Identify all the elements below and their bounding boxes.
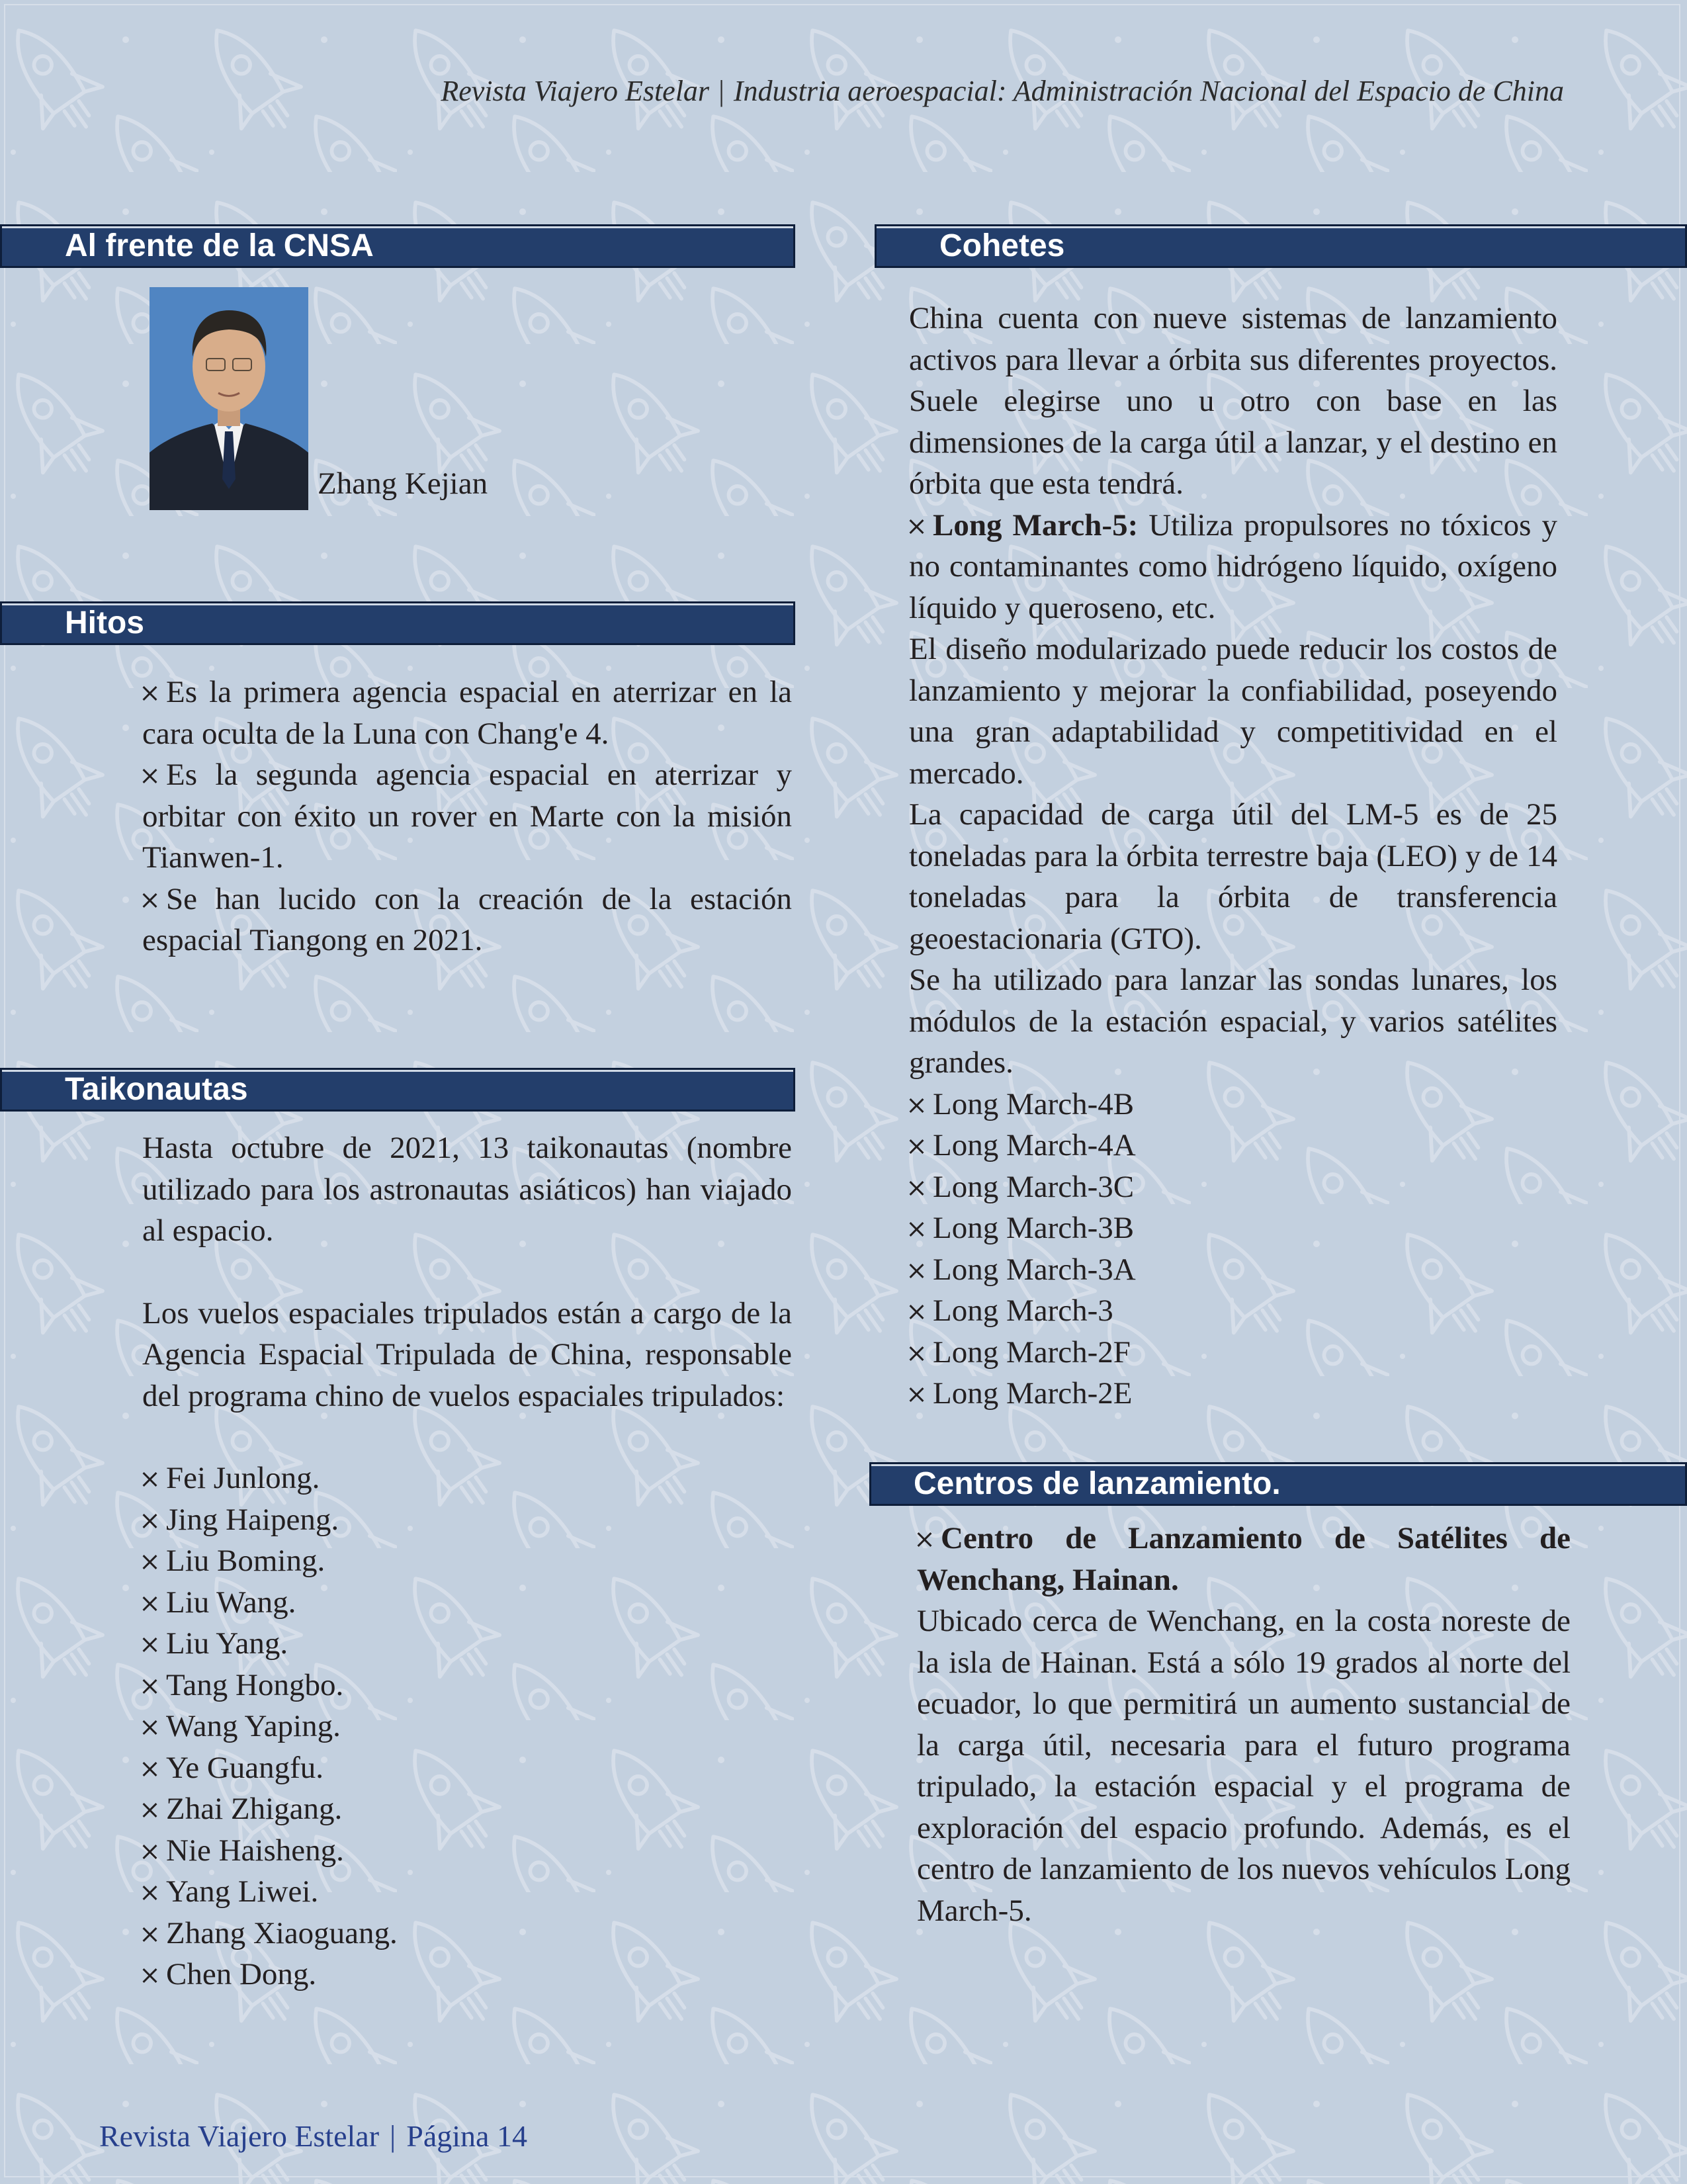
long-march-5-paragraph: El diseño modularizado puede reducir los costos de lanzamiento y mejorar la confiabilidad, poseyendo una gran adaptabilidad y competitividad en el mercado. xyxy=(909,632,1557,791)
list-item: Liu Wang. xyxy=(142,1582,792,1624)
section-heading-leader: Al frente de la CNSA xyxy=(0,224,795,268)
list-item: Long March-3 xyxy=(909,1290,1557,1332)
x-bullet-icon xyxy=(909,1346,924,1361)
list-item: Nie Haisheng. xyxy=(142,1830,792,1872)
taikonauts-text xyxy=(142,1127,792,1995)
x-bullet-icon xyxy=(909,1139,924,1154)
page-number: Página 14 xyxy=(406,2119,527,2153)
launch-centers-text xyxy=(917,1518,1571,1931)
launch-center-item: Centro de Lanzamiento de Satélites de Wenchang, Hainan. xyxy=(917,1521,1571,1597)
x-bullet-icon xyxy=(142,1845,157,1859)
footer-magazine-name: Revista Viajero Estelar xyxy=(99,2119,380,2153)
section-heading-taikonauts: Taikonautas xyxy=(0,1068,795,1112)
x-bullet-icon xyxy=(142,1596,157,1611)
x-bullet-icon xyxy=(909,1387,924,1402)
x-bullet-icon xyxy=(142,769,157,783)
taikonauts-paragraph: Hasta octubre de 2021, 13 taikonautas (nombre utilizado para los astronautas asiáticos) han viajado al espacio. xyxy=(142,1131,792,1248)
header-section-title: Industria aeroespacial: Administración Nacional del Espacio de China xyxy=(733,75,1564,107)
section-heading-launch-centers: Centros de lanzamiento. xyxy=(869,1462,1687,1506)
long-march-5-paragraph: Se ha utilizado para lanzar las sondas lunares, los módulos de la estación espacial, y varios satélites grandes. xyxy=(909,963,1557,1080)
list-item: Long March-4B xyxy=(909,1084,1557,1125)
x-bullet-icon xyxy=(909,519,924,534)
x-bullet-icon xyxy=(142,686,157,701)
x-bullet-icon xyxy=(142,1886,157,1900)
leader-name: Zhang Kejian xyxy=(318,466,488,501)
x-bullet-icon xyxy=(909,1181,924,1196)
x-bullet-icon xyxy=(909,1098,924,1113)
list-item: Chen Dong. xyxy=(142,1954,792,1995)
list-item: Zhang Xiaoguang. xyxy=(142,1913,792,1954)
section-heading-milestones: Hitos xyxy=(0,601,795,645)
rockets-text xyxy=(909,298,1557,1415)
x-bullet-icon xyxy=(142,1968,157,1983)
list-item: Se han lucido con la creación de la estación espacial Tiangong en 2021. xyxy=(142,881,792,957)
list-item: Liu Boming. xyxy=(142,1540,792,1582)
x-bullet-icon xyxy=(909,1264,924,1278)
list-item: Long March-2E xyxy=(909,1373,1557,1415)
list-item: Long March-3A xyxy=(909,1249,1557,1291)
list-item: Es la primera agencia espacial en aterrizar en la cara oculta de la Luna con Chang'e 4. xyxy=(142,675,792,751)
list-item: Wang Yaping. xyxy=(142,1706,792,1747)
x-bullet-icon xyxy=(142,1803,157,1817)
header-magazine-name: Revista Viajero Estelar xyxy=(441,75,710,107)
milestones-list xyxy=(142,672,792,961)
page-footer xyxy=(99,2118,527,2154)
section-heading-rockets: Cohetes xyxy=(875,224,1687,268)
list-item: Jing Haipeng. xyxy=(142,1499,792,1541)
running-header xyxy=(441,74,1564,108)
long-march-5-paragraph: La capacidad de carga útil del LM-5 es de 25 toneladas para la órbita terrestre baja (LEO) y de 14 toneladas para la órbita de transferencia geoestacionaria (GTO). xyxy=(909,797,1557,956)
x-bullet-icon xyxy=(142,1762,157,1776)
list-item: Liu Yang. xyxy=(142,1623,792,1665)
list-item: Long March-2F xyxy=(909,1332,1557,1374)
list-item: Ye Guangfu. xyxy=(142,1747,792,1789)
x-bullet-icon xyxy=(142,1679,157,1694)
rockets-intro: China cuenta con nueve sistemas de lanzamiento activos para llevar a órbita sus diferentes proyectos. Suele elegirse uno u otro con base en las dimensiones de la carga útil a lanzar, y el destino en órbita que esta tendrá. xyxy=(909,301,1557,501)
list-item: Es la segunda agencia espacial en aterrizar y orbitar con éxito un rover en Marte con la misión Tianwen-1. xyxy=(142,758,792,875)
x-bullet-icon xyxy=(909,1305,924,1319)
list-item: Long March-3C xyxy=(909,1166,1557,1208)
x-bullet-icon xyxy=(142,1638,157,1652)
x-bullet-icon xyxy=(917,1532,931,1547)
x-bullet-icon xyxy=(909,1222,924,1237)
x-bullet-icon xyxy=(142,1472,157,1487)
x-bullet-icon xyxy=(142,1514,157,1528)
list-item: Fei Junlong. xyxy=(142,1458,792,1499)
portrait-photo xyxy=(150,287,308,510)
list-item: Yang Liwei. xyxy=(142,1871,792,1913)
x-bullet-icon xyxy=(142,1555,157,1569)
x-bullet-icon xyxy=(142,1927,157,1942)
list-item: Long March-3B xyxy=(909,1207,1557,1249)
long-march-5-item: Long March-5: Utiliza propulsores no tóxicos y no contaminantes como hidrógeno líquido, oxígeno líquido y queroseno, etc. xyxy=(909,507,1558,625)
header-separator: | xyxy=(718,75,724,107)
list-item: Zhai Zhigang. xyxy=(142,1788,792,1830)
launch-center-description: Ubicado cerca de Wenchang, en la costa noreste de la isla de Hainan. Está a sólo 19 grados al norte del ecuador, lo que permitirá un aumento sustancial de la carga útil, necesaria para el futuro programa tripulado, la estación espacial y el programa de exploración del espacio profundo. Además, es el centro de lanzamiento de los nuevos vehículos Long March-5. xyxy=(917,1604,1571,1928)
x-bullet-icon xyxy=(142,893,157,908)
footer-separator: | xyxy=(390,2119,396,2153)
list-item: Tang Hongbo. xyxy=(142,1665,792,1706)
x-bullet-icon xyxy=(142,1720,157,1735)
list-item: Long March-4A xyxy=(909,1125,1557,1166)
taikonauts-paragraph: Los vuelos espaciales tripulados están a cargo de la Agencia Espacial Tripulada de China, responsable del programa chino de vuelos espaciales tripulados: xyxy=(142,1295,792,1413)
